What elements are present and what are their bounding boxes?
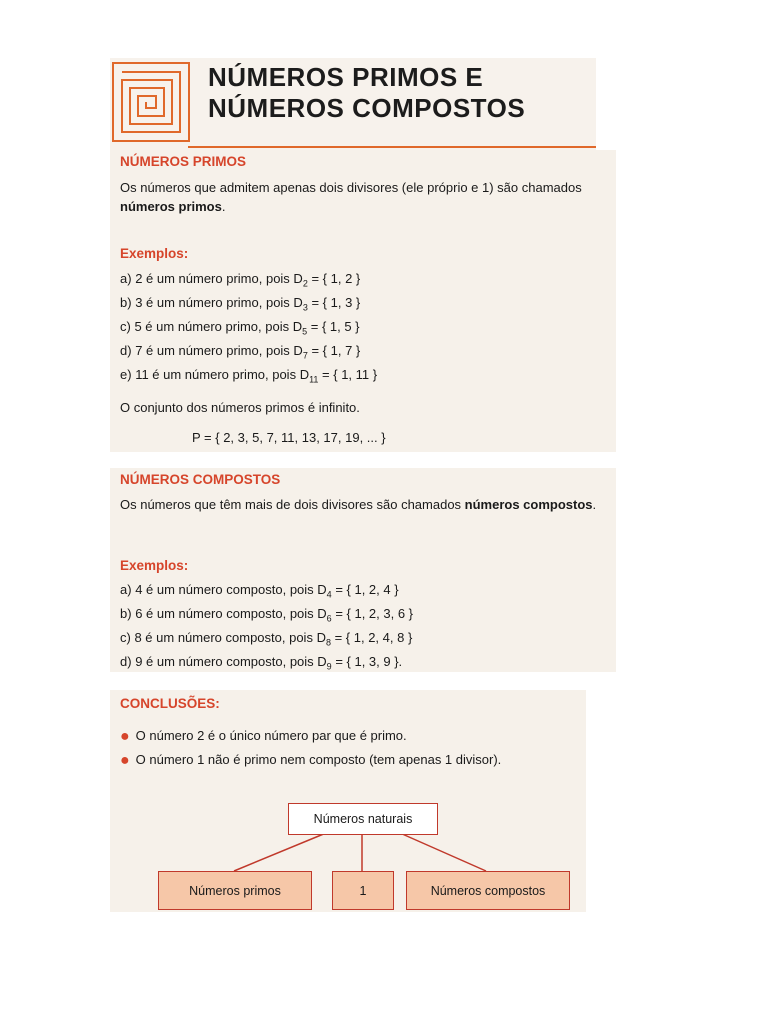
compostos-example-c: c) 8 é um número composto, pois $D_8$ = { 1, 2, 4, 8 } bbox=[120, 630, 413, 648]
example-set: = { 1, 2 } bbox=[311, 271, 361, 286]
section-heading-compostos: NÚMEROS COMPOSTOS bbox=[120, 472, 281, 487]
compostos-example-d: d) 9 é um número composto, pois $D_9$ = { 1, 3, 9 }. bbox=[120, 654, 403, 672]
connector-right bbox=[400, 833, 486, 871]
example-set: = { 1, 2, 4, 8 } bbox=[334, 630, 413, 645]
primos-intro bbox=[120, 178, 616, 216]
example-sub: 11 bbox=[309, 374, 319, 385]
primos-example-a: a) 2 é um número primo, pois $D_2$ = { 1, 2 } bbox=[120, 271, 361, 289]
primos-intro-text: Os números que admitem apenas dois divisores (ele próprio e 1) são chamados bbox=[120, 180, 582, 195]
primos-infinite-text: O conjunto dos números primos é infinito. bbox=[120, 400, 360, 415]
compostos-intro-text: Os números que têm mais de dois divisores são chamados bbox=[120, 497, 465, 512]
example-letter: c) bbox=[120, 630, 131, 645]
compostos-example-a: a) 4 é um número composto, pois $D_4$ = { 1, 2, 4 } bbox=[120, 582, 399, 600]
example-letter: d) bbox=[120, 654, 132, 669]
example-letter: d) bbox=[120, 343, 132, 358]
primos-example-b: b) 3 é um número primo, pois $D_3$ = { 1, 3 } bbox=[120, 295, 361, 313]
compostos-examples-heading: Exemplos: bbox=[120, 558, 189, 573]
example-letter: a) bbox=[120, 271, 132, 286]
example-text: 8 é um número composto, pois bbox=[134, 630, 313, 645]
example-sub: 2 bbox=[302, 278, 308, 289]
example-text: 7 é um número primo, pois bbox=[135, 343, 290, 358]
example-sub: 3 bbox=[302, 302, 308, 313]
section-conclusoes bbox=[110, 690, 586, 912]
primos-example-e: e) 11 é um número primo, pois $D_{11}$ = { 1, 11 } bbox=[120, 367, 378, 385]
primos-intro-term: números primos bbox=[120, 199, 222, 214]
compostos-intro bbox=[120, 495, 616, 514]
diagram-left-box bbox=[158, 871, 312, 910]
diagram-right-label: Números compostos bbox=[430, 883, 546, 898]
page-title bbox=[208, 62, 525, 124]
diagram-right-box bbox=[406, 871, 570, 910]
example-sub: 7 bbox=[302, 350, 308, 361]
example-set: = { 1, 2, 3, 6 } bbox=[335, 606, 414, 621]
example-text: 5 é um número primo, pois bbox=[134, 319, 290, 334]
compostos-intro-term: números compostos bbox=[464, 497, 593, 512]
primos-examples-heading: Exemplos: bbox=[120, 246, 189, 261]
example-sub: 6 bbox=[326, 613, 332, 624]
title-line-1: NÚMEROS PRIMOS E bbox=[208, 62, 484, 92]
example-letter: b) bbox=[120, 606, 132, 621]
example-letter: c) bbox=[120, 319, 131, 334]
primos-example-c: c) 5 é um número primo, pois $D_5$ = { 1, 5 } bbox=[120, 319, 360, 337]
compostos-example-b: b) 6 é um número composto, pois $D_6$ = { 1, 2, 3, 6 } bbox=[120, 606, 414, 624]
bullet-dot-icon: ● bbox=[120, 752, 130, 769]
example-text: 9 é um número composto, pois bbox=[135, 654, 314, 669]
conclusion-text: O número 1 não é primo nem composto (tem apenas 1 divisor). bbox=[135, 752, 502, 767]
title-line-2: NÚMEROS COMPOSTOS bbox=[208, 93, 526, 123]
section-heading-conclusoes: CONCLUSÕES: bbox=[120, 696, 220, 711]
diagram-root-label: Números naturais bbox=[313, 812, 413, 826]
example-set: = { 1, 3 } bbox=[311, 295, 361, 310]
example-sub: 8 bbox=[325, 637, 331, 648]
spiral-logo-icon bbox=[112, 62, 190, 142]
example-set: = { 1, 5 } bbox=[310, 319, 360, 334]
compostos-intro-end: . bbox=[592, 497, 597, 512]
example-sub: 4 bbox=[326, 589, 332, 600]
example-text: 4 é um número composto, pois bbox=[135, 582, 314, 597]
primos-example-d: d) 7 é um número primo, pois $D_7$ = { 1, 7 } bbox=[120, 343, 361, 361]
example-set: = { 1, 2, 4 } bbox=[335, 582, 399, 597]
example-text: 3 é um número primo, pois bbox=[135, 295, 290, 310]
example-sub: 5 bbox=[302, 326, 308, 337]
conclusion-text: O número 2 é o único número par que é primo. bbox=[135, 728, 407, 743]
diagram-root-box bbox=[288, 803, 438, 835]
title-panel bbox=[110, 58, 596, 150]
primos-intro-end: . bbox=[221, 199, 226, 214]
example-text: 11 é um número primo, pois bbox=[135, 367, 297, 382]
example-letter: a) bbox=[120, 582, 132, 597]
example-set: = { 1, 11 } bbox=[322, 367, 378, 382]
example-set: = { 1, 7 } bbox=[311, 343, 361, 358]
diagram-middle-box bbox=[332, 871, 394, 910]
example-text: 6 é um número composto, pois bbox=[135, 606, 314, 621]
diagram-middle-label: 1 bbox=[359, 883, 367, 898]
example-letter: b) bbox=[120, 295, 132, 310]
diagram-left-label: Números primos bbox=[189, 883, 281, 898]
example-letter: e) bbox=[120, 367, 132, 382]
primos-set-line: P = { 2, 3, 5, 7, 11, 13, 17, 19, ... } bbox=[192, 430, 386, 445]
connector-left bbox=[234, 833, 326, 871]
section-heading-primos: NÚMEROS PRIMOS bbox=[120, 154, 247, 169]
section-compostos bbox=[110, 468, 616, 672]
example-set: = { 1, 3, 9 }. bbox=[335, 654, 403, 669]
example-text: 2 é um número primo, pois bbox=[135, 271, 290, 286]
section-primos bbox=[110, 150, 616, 452]
bullet-dot-icon: ● bbox=[120, 728, 130, 745]
example-sub: 9 bbox=[326, 661, 332, 672]
title-underline bbox=[188, 146, 596, 148]
